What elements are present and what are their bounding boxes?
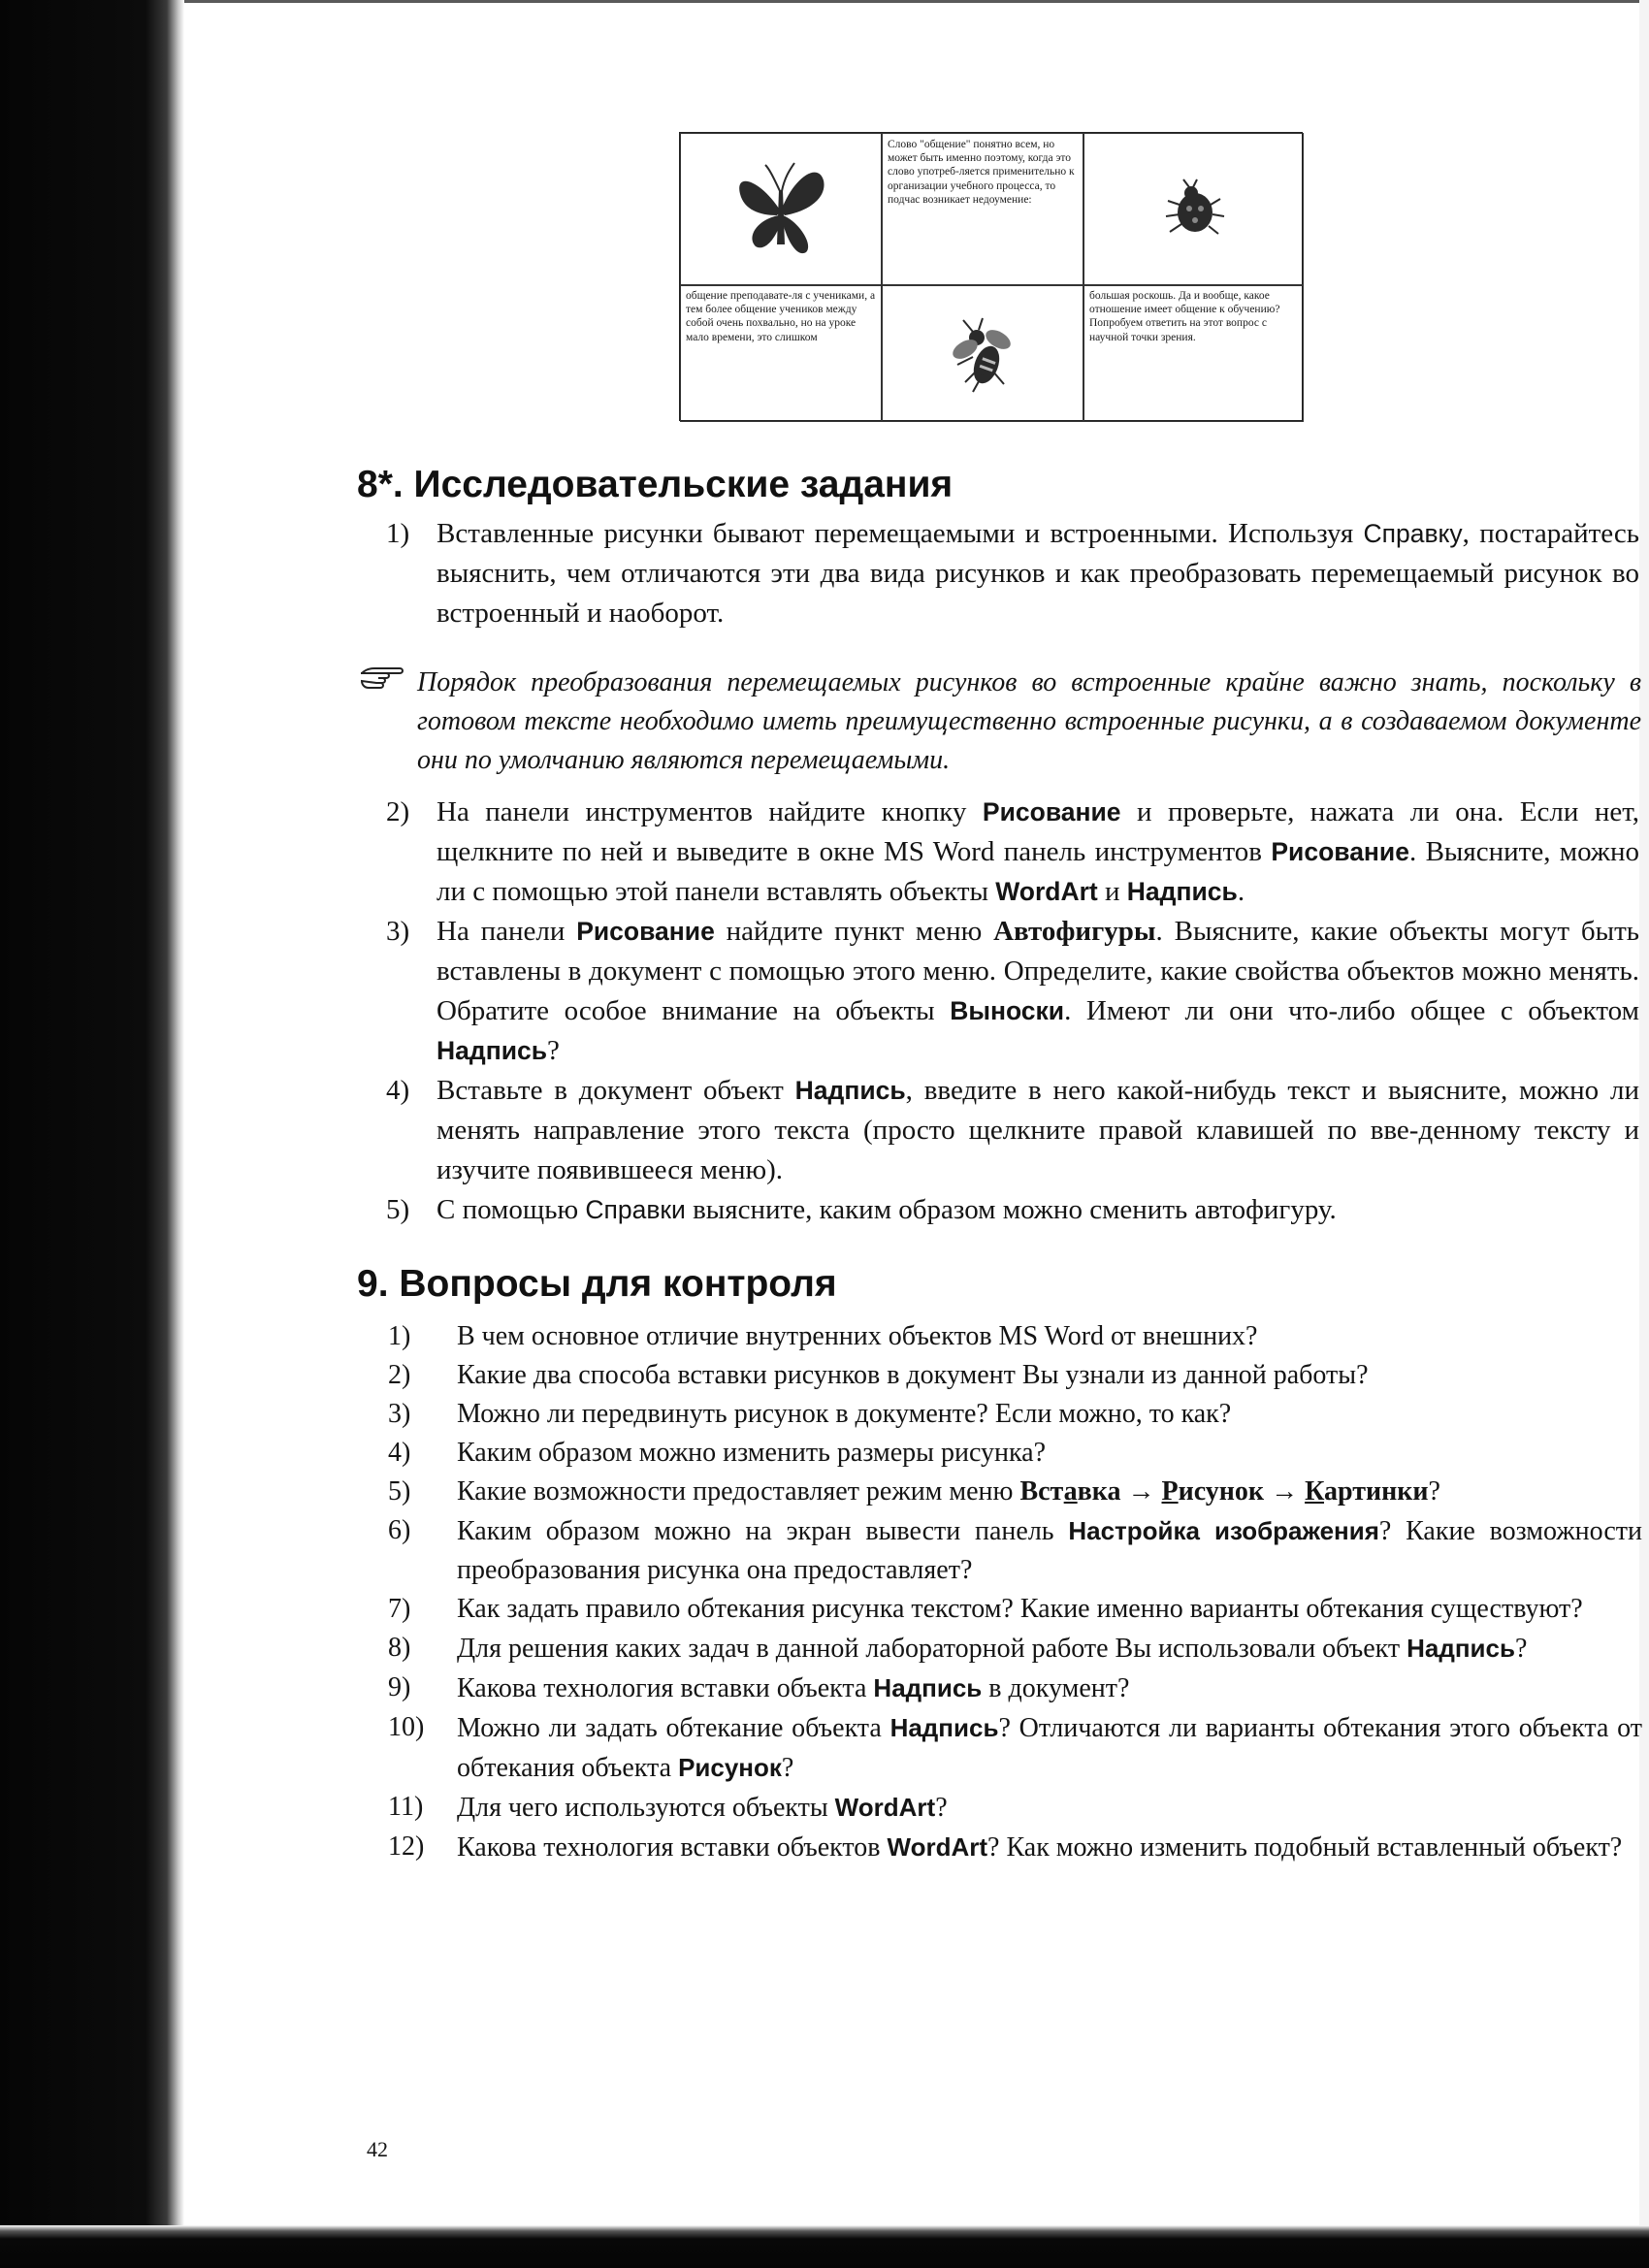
list-item — [386, 1071, 1647, 1190]
figure-cell-bee — [882, 285, 1083, 422]
item-number: 7) — [388, 1594, 411, 1624]
figure-cell-text-3: большая роскошь. Да и вообще, какое отношение имеет общение к обучению? Попробуем ответить на этот вопрос с научной точки зрения. — [1083, 285, 1304, 422]
page-number: 42 — [367, 2137, 388, 2161]
item-number: 8) — [388, 1633, 411, 1663]
figure-cell-text-1: Слово "общение" понятно всем, но может быть именно поэтому, когда это слово употреб-ляется применительно к организации учебного процесса, то подчас возникает недоумение: — [882, 133, 1083, 285]
list-item — [388, 1708, 1649, 1788]
list-item — [388, 1828, 1649, 1867]
list-item — [388, 1629, 1649, 1669]
section-heading-9: 9. Вопросы для контроля — [357, 1263, 837, 1305]
list-item — [388, 1317, 1649, 1356]
pointing-hand-icon — [359, 664, 404, 691]
item-number: 1) — [386, 518, 410, 549]
item-number: 9) — [388, 1672, 411, 1702]
scan-shadow-bottom — [0, 2225, 1649, 2268]
section-heading-8: 8*. Исследовательские задания — [357, 464, 954, 505]
item-number: 10) — [388, 1712, 425, 1742]
butterfly-icon — [723, 151, 839, 268]
figure-cell-text-2: общение преподавате-ля с учениками, а тем более общение учеников между собой очень похвально, но на уроке мало времени, это слишком — [680, 285, 882, 422]
item-text: В чем основное отличие внутренних объектов MS Word от внешних? — [457, 1321, 1258, 1351]
item-text: Какова технология вставки объекта Надпись в документ? — [457, 1673, 1130, 1703]
item-text: Вставьте в документ объект Надпись, введите в него какой-нибудь текст и выясните, можно ли менять направление этого текста (просто щелкните правой клавишей по вве-денному тексту и изучите появившееся меню). — [436, 1075, 1639, 1185]
item-number: 5) — [386, 1194, 410, 1225]
list-item — [388, 1669, 1649, 1708]
list-item — [388, 1590, 1649, 1629]
note-text: Порядок преобразования перемещаемых рисунков во встроенные крайне важно знать, поскольку в готовом тексте необходимо иметь преимущественно встроенные рисунки, а в создаваемом документе они по умолчанию являются перемещаемыми. — [417, 667, 1641, 775]
bee-icon — [944, 310, 1021, 398]
item-number: 4) — [388, 1438, 411, 1468]
item-number: 5) — [388, 1476, 411, 1507]
item-text: На панели инструментов найдите кнопку Рисование и проверьте, нажата ли она. Если нет, щелкните по ней и выведите в окне MS Word панель инструментов Рисование. Выясните, можно ли с помощью этой панели вставлять объекты WordArt и Надпись. — [436, 796, 1640, 907]
item-number: 6) — [388, 1515, 411, 1545]
item-number: 3) — [386, 916, 410, 947]
control-questions-list — [388, 1317, 1649, 1867]
figure-cell-butterfly — [680, 133, 882, 285]
scan-shadow-top — [184, 0, 1649, 3]
item-number: 12) — [388, 1831, 425, 1862]
list-item — [386, 1190, 1647, 1230]
item-text: С помощью Справки выясните, каким образом можно сменить автофигуру. — [436, 1194, 1337, 1225]
item-text: Каким образом можно изменить размеры рисунка? — [457, 1438, 1047, 1468]
figure-table — [679, 132, 1303, 421]
research-tasks-list-continued — [386, 793, 1647, 1230]
ladybug-icon — [1160, 176, 1228, 243]
item-number: 11) — [388, 1792, 424, 1822]
list-item — [388, 1356, 1649, 1395]
list-item — [386, 514, 1647, 633]
item-number: 1) — [388, 1321, 411, 1351]
research-tasks-list — [386, 514, 1647, 633]
item-text: Можно ли задать обтекание объекта Надпись? Отличаются ли варианты обтекания этого объекта от обтекания объекта Рисунок? — [457, 1713, 1643, 1783]
item-text: Какие возможности предоставляет режим меню Вставка → Рисунок → Картинки? — [457, 1476, 1440, 1507]
item-number: 3) — [388, 1399, 411, 1429]
item-text: Какова технология вставки объектов WordArt? Как можно изменить подобный вставленный объект? — [457, 1832, 1623, 1863]
item-text: Для чего используются объекты WordArt? — [457, 1793, 948, 1823]
list-item — [386, 793, 1647, 912]
list-item — [388, 1788, 1649, 1828]
item-text: Как задать правило обтекания рисунка текстом? Какие именно варианты обтекания существуют? — [457, 1594, 1583, 1624]
scan-shadow-left — [0, 0, 184, 2268]
item-text: На панели Рисование найдите пункт меню Автофигуры. Выясните, какие объекты могут быть вставлены в документ с помощью этого меню. Определите, какие свойства объектов можно менять. Обратите особое внимание на объекты Выноски. Имеют ли они что-либо общее с объектом Надпись? — [436, 916, 1639, 1066]
item-text: Можно ли передвинуть рисунок в документе? Если можно, то как? — [457, 1399, 1232, 1429]
list-item — [388, 1511, 1649, 1590]
item-text: Вставленные рисунки бывают перемещаемыми и встроенными. Используя Справку, постарайтесь выяснить, чем отличаются эти два вида рисунков и как преобразовать перемещаемый рисунок во встроенный и наоборот. — [436, 518, 1639, 629]
item-number: 2) — [386, 796, 410, 827]
figure-cell-ladybug — [1083, 133, 1304, 285]
note-block — [359, 664, 1649, 780]
item-number: 4) — [386, 1075, 410, 1106]
list-item — [388, 1395, 1649, 1434]
item-number: 2) — [388, 1360, 411, 1390]
list-item — [388, 1434, 1649, 1473]
list-item — [388, 1473, 1649, 1511]
item-text: Какие два способа вставки рисунков в документ Вы узнали из данной работы? — [457, 1360, 1369, 1390]
list-item — [386, 912, 1647, 1071]
item-text: Для решения каких задач в данной лабораторной работе Вы использовали объект Надпись? — [457, 1634, 1528, 1664]
item-text: Каким образом можно на экран вывести панель Настройка изображения? Какие возможности преобразования рисунка она предоставляет? — [457, 1516, 1643, 1585]
